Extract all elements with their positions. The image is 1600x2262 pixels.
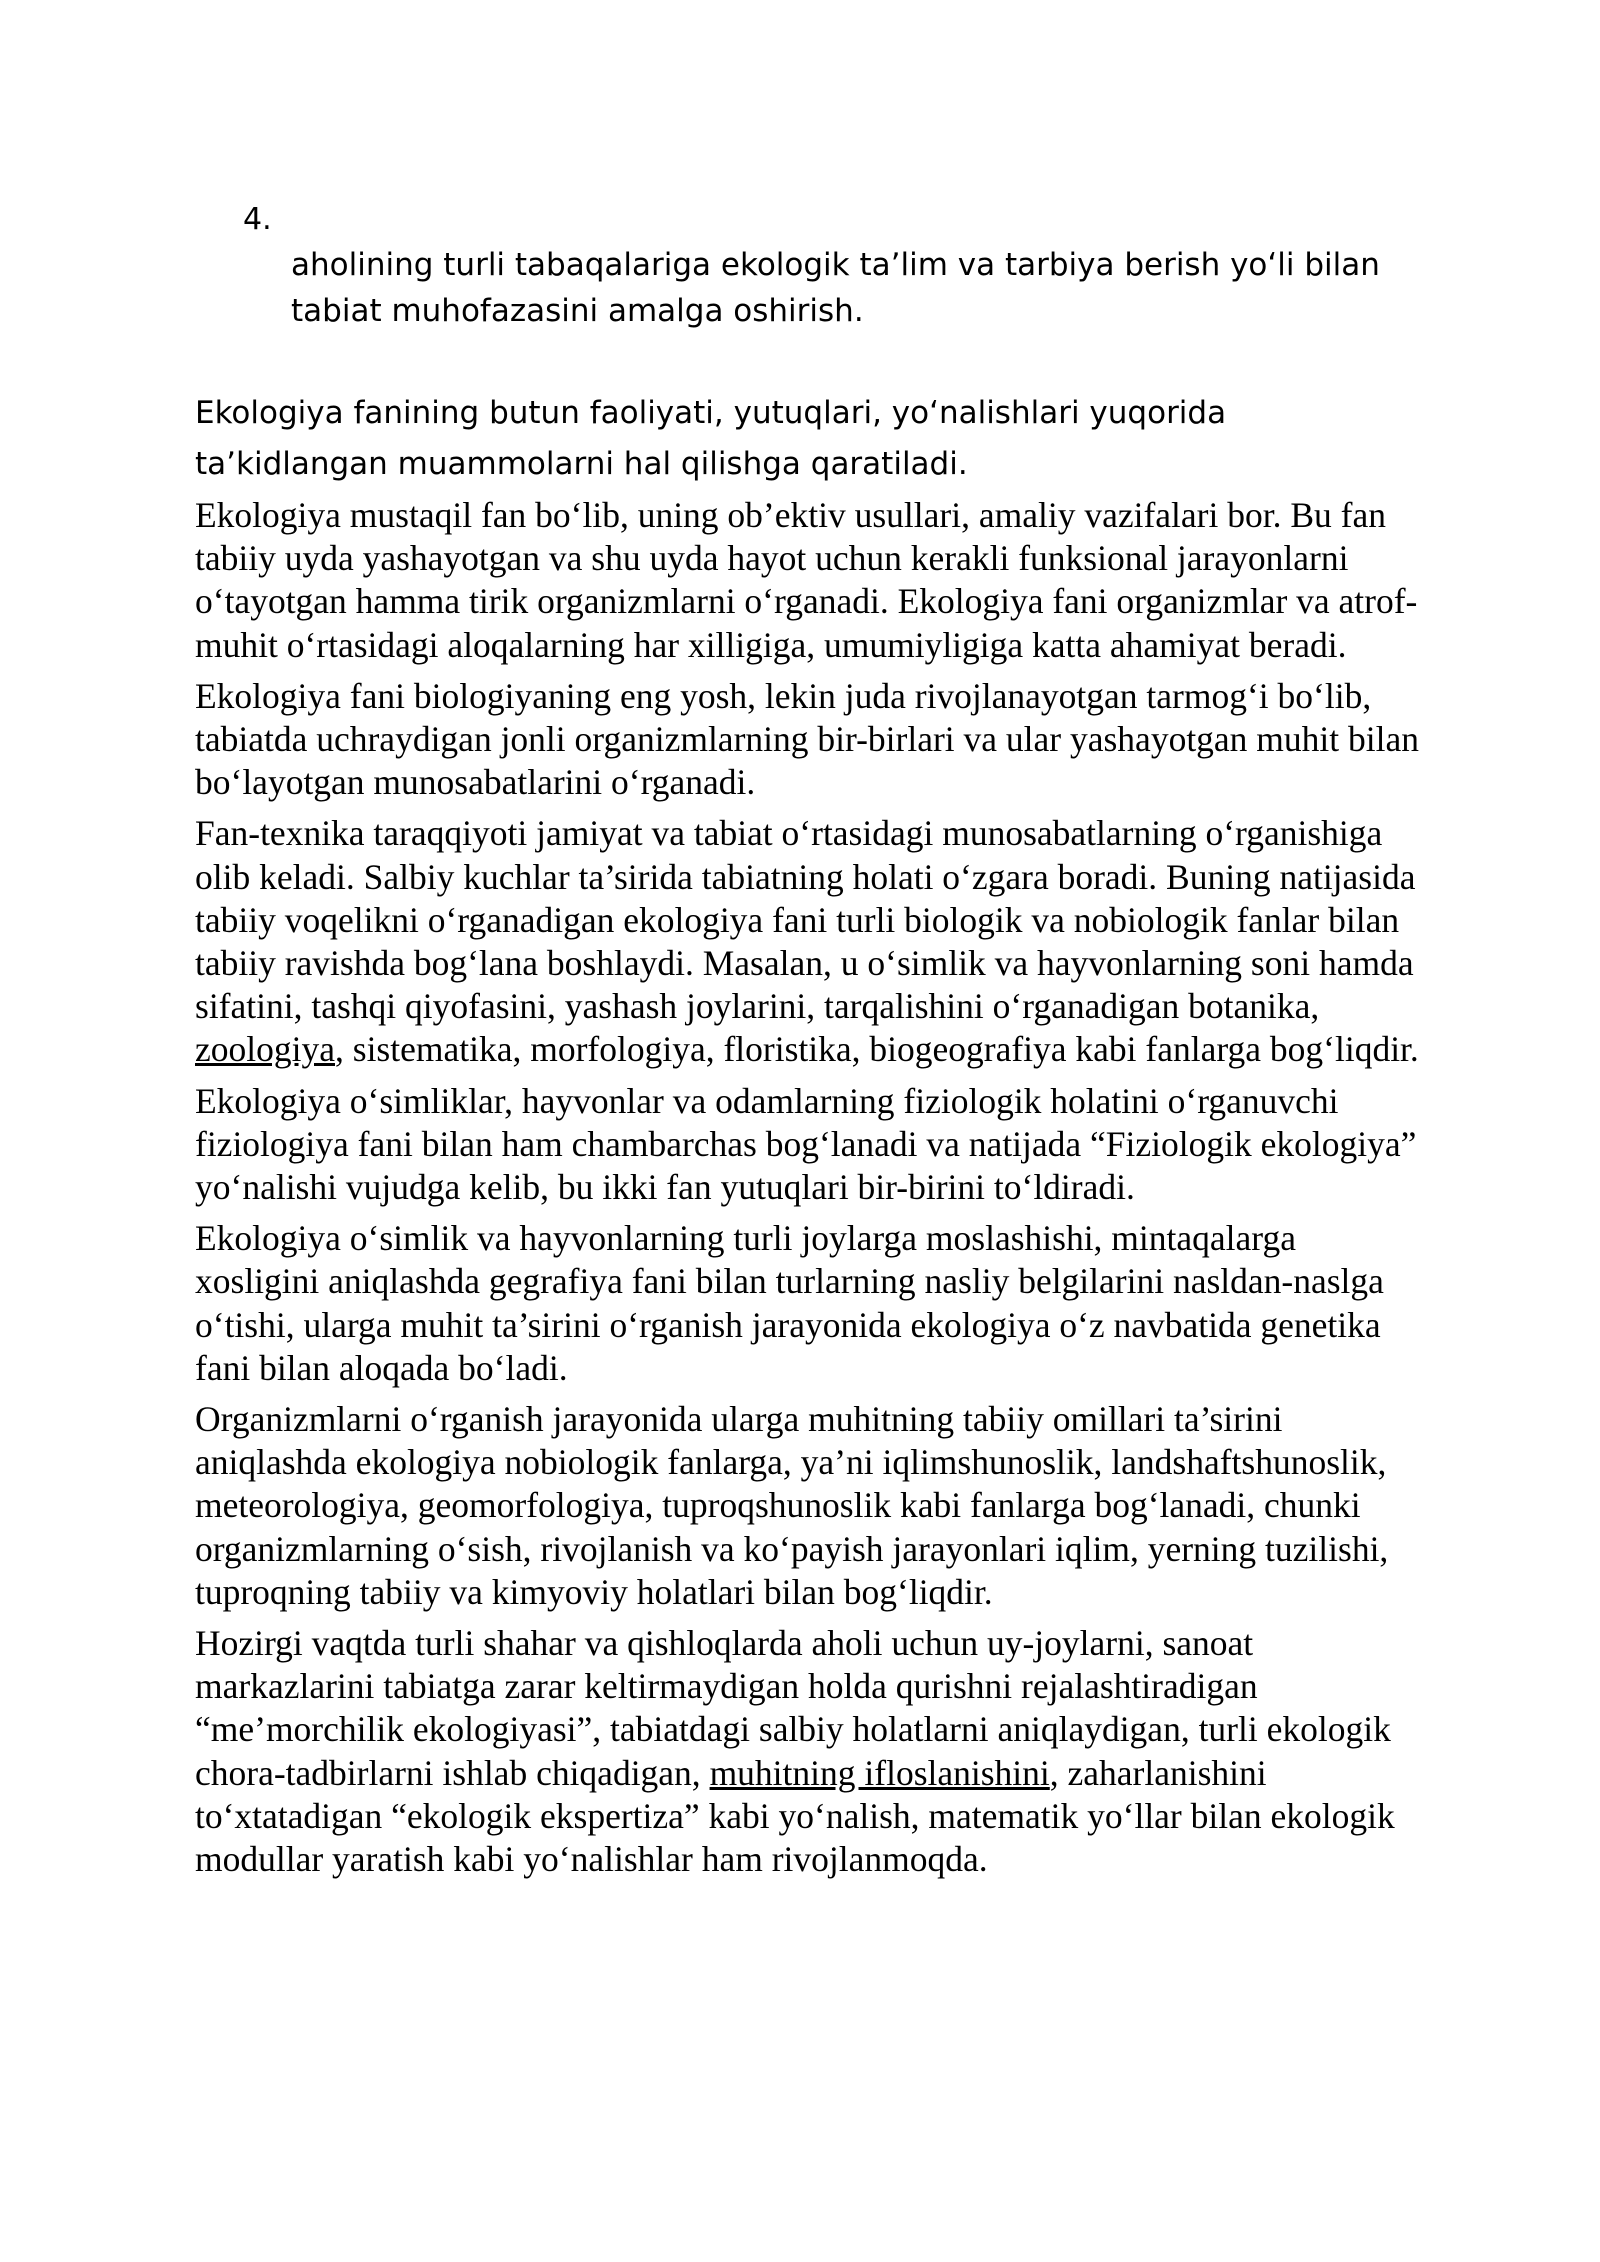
paragraph-3-text-end: , sistematika, morfologiya, floristika, biogeografiya kabi fanlarga bog‘liqdir.	[335, 1029, 1419, 1070]
paragraph-4: Ekologiya o‘simliklar, hayvonlar va odamlarning fiziologik holatini o‘rganuvchi fiziologiya fani bilan ham chambarchas bog‘lanadi va natijada “Fiziologik ekologiya” yo‘nalishi vujudga kelib, bu ikki fan yutuqlari bir-birini to‘ldiradi.	[195, 1080, 1417, 1208]
intro-paragraph: Ekologiya fanining butun faoliyati, yutuqlari, yo‘nalishlari yuqorida ta’kidlangan muammolarni hal qilishga qaratiladi.	[195, 395, 1227, 482]
paragraph-7	[195, 1622, 1425, 1881]
paragraph-1: Ekologiya mustaqil fan bo‘lib, uning ob’ektiv usullari, amaliy vazifalari bor. Bu fan tabiiy uyda yashayotgan va shu uyda hayot uchun kerakli funksional jarayonlarni o‘tayotgan hamma tirik organizmlarni o‘rganadi. Ekologiya fani organizmlar va atrof-muhit o‘rtasidagi aloqalarning har xilligiga, umumiyligiga katta ahamiyat beradi.	[195, 495, 1418, 665]
paragraph-6: Organizmlarni o‘rganish jarayonida ularga muhitning tabiiy omillari ta’sirini aniqlashda ekologiya nobiologik fanlarga, ya’ni iqlimshunoslik, landshaftshunoslik, meteorologiya, geomorfologiya, tuproqshunoslik kabi fanlarga bog‘lanadi, chunki organizmlarning o‘sish, rivojlanish va ko‘payish jarayonlari iqlim, yerning tuzilishi, tuproqning tabiiy va kimyoviy holatlari bilan bog‘liqdir.	[195, 1399, 1389, 1612]
zoologiya-link[interactable]: zoologiya	[195, 1029, 335, 1070]
numbered-list-item	[243, 198, 1423, 334]
body-text	[195, 494, 1425, 1889]
paragraph-3-text: Fan-texnika taraqqiyoti jamiyat va tabiat o‘rtasidagi munosabatlarning o‘rganishiga olib keladi. Salbiy kuchlar ta’sirida tabiatning holati o‘zgara boradi. Buning natijasida tabiiy voqelikni o‘rganadigan ekologiya fani turli biologik va nobiologik fanlar bilan tabiiy ravishda bog‘lana boshlaydi. Masalan, u o‘simlik va hayvonlarning soni hamda sifatini, tashqi qiyofasini, yashash joylarini, tarqalishini o‘rganadigan botanika,	[195, 813, 1416, 1027]
paragraph-7-text: Hozirgi vaqtda turli shahar va qishloqlarda aholi uchun uy-joylarni, sanoat markazlarini tabiatga zarar keltirmaydigan holda qurishni rejalashtiradigan “me’morchilik ekologiyasi”, tabiatdagi salbiy holatlarni aniqlaydigan, turli ekologik chora-tadbirlarni ishlab chiqadigan,	[195, 1623, 1391, 1793]
list-item-text: aholining turli tabaqalariga ekologik ta’lim va tarbiya berish yo‘li bilan tabiat muhofazasini amalga oshirish.	[291, 247, 1380, 329]
paragraph-3	[195, 812, 1425, 1071]
list-number: 4.	[243, 202, 272, 237]
muhitning-ifloslanishini-link[interactable]: muhitning ifloslanishini	[709, 1752, 1050, 1793]
paragraph-7-text-end: , zaharlanishini to‘xtatadigan “ekologik ekspertiza” kabi yo‘nalish, matematik yo‘llar bilan ekologik modullar yaratish kabi yo‘nalishlar ham rivojlanmoqda.	[195, 1752, 1395, 1880]
paragraph-5: Ekologiya o‘simlik va hayvonlarning turli joylarga moslashishi, mintaqalarga xosligini aniqlashda gegrafiya fani bilan turlarning nasliy belgilarini nasldan-naslga o‘tishi, ularga muhit ta’sirini o‘rganish jarayonida ekologiya o‘z navbatida genetika fani bilan aloqada bo‘ladi.	[195, 1218, 1384, 1388]
paragraph-2: Ekologiya fani biologiyaning eng yosh, lekin juda rivojlanayotgan tarmog‘i bo‘lib, tabiatda uchraydigan jonli organizmlarning bir-birlari va ular yashayotgan muhit bilan bo‘layotgan munosabatlarini o‘rganadi.	[195, 675, 1420, 803]
